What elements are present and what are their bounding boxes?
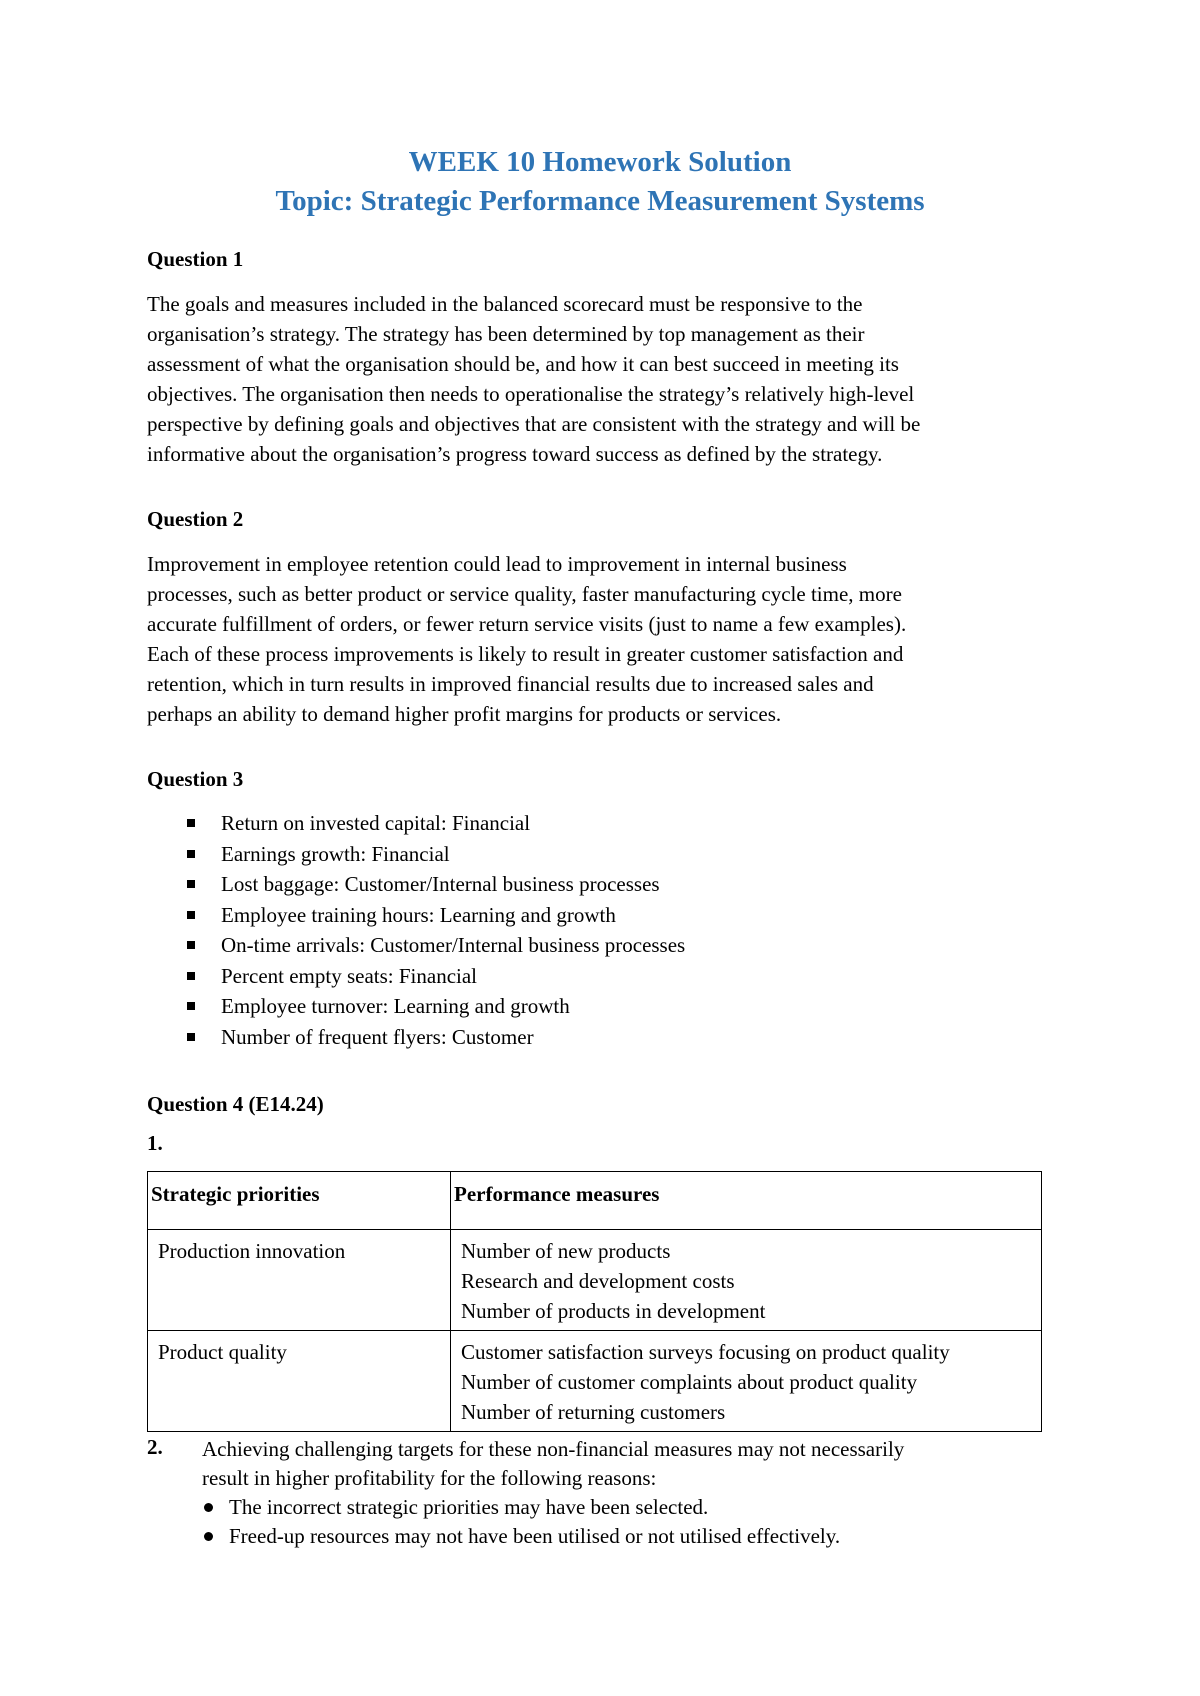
table-row [148,1331,1042,1432]
list-item: Employee training hours: Learning and growth [147,900,685,931]
part-2-label: 2. [147,1435,163,1459]
list-item: Lost baggage: Customer/Internal business processes [147,869,685,900]
measure-line: Customer satisfaction surveys focusing on product quality [461,1340,950,1364]
text-line: Improvement in employee retention could lead to improvement in internal business [147,552,847,576]
measure-line: Number of returning customers [461,1400,726,1424]
text-line: perspective by defining goals and objectives that are consistent with the strategy and will be [147,412,921,436]
text-line: accurate fulfillment of orders, or fewer return service visits (just to name a few examples). [147,612,907,636]
measure-line: Number of new products [461,1239,671,1263]
question-4-heading: Question 4 (E14.24) [147,1092,324,1116]
text-line: organisation’s strategy. The strategy has been determined by top management as their [147,322,865,346]
measures-cell [451,1230,1042,1331]
question-3-list [147,808,685,1052]
text-line: result in higher profitability for the following reasons: [202,1466,657,1490]
square-bullet-icon [187,880,195,888]
measure-line: Number of customer complaints about product quality [461,1370,918,1394]
question-3-heading: Question 3 [147,767,244,791]
list-item: Percent empty seats: Financial [147,961,685,992]
document-topic: Topic: Strategic Performance Measurement Systems [275,185,925,217]
round-bullet-icon [204,1503,213,1512]
text-line: Each of these process improvements is likely to result in greater customer satisfaction and [147,642,904,666]
table-row [148,1230,1042,1331]
text-line: assessment of what the organisation should be, and how it can best succeed in meeting its [147,352,899,376]
text-line: perhaps an ability to demand higher profit margins for products or services. [147,702,782,726]
table-header-row [148,1172,1042,1230]
square-bullet-icon [187,911,195,919]
square-bullet-icon [187,1002,195,1010]
question-2-answer [147,549,1057,729]
column-header-priorities: Strategic priorities [148,1172,451,1230]
list-item: The incorrect strategic priorities may have been selected. [202,1493,1062,1522]
text-line: The goals and measures included in the balanced scorecard must be responsive to the [147,292,863,316]
list-item: On-time arrivals: Customer/Internal business processes [147,930,685,961]
list-item: Number of frequent flyers: Customer [147,1022,685,1053]
text-line: retention, which in turn results in improved financial results due to increased sales and [147,672,874,696]
priority-cell: Product quality [148,1331,451,1432]
text-line: objectives. The organisation then needs to operationalise the strategy’s relatively high-level [147,382,915,406]
round-bullet-icon [204,1532,213,1541]
document-title: WEEK 10 Homework Solution [408,146,792,178]
text-line: informative about the organisation’s progress toward success as defined by the strategy. [147,442,883,466]
list-item: Earnings growth: Financial [147,839,685,870]
part-2-text [202,1435,1062,1551]
square-bullet-icon [187,941,195,949]
measure-line: Research and development costs [461,1269,735,1293]
text-line: Achieving challenging targets for these non-financial measures may not necessarily [202,1437,905,1461]
square-bullet-icon [187,850,195,858]
part-1-label: 1. [147,1131,163,1155]
square-bullet-icon [187,819,195,827]
question-1-heading: Question 1 [147,247,244,271]
column-header-measures: Performance measures [451,1172,1042,1230]
list-item: Employee turnover: Learning and growth [147,991,685,1022]
priority-cell: Production innovation [148,1230,451,1331]
question-1-answer [147,289,1057,469]
priorities-measures-table [147,1171,1042,1432]
square-bullet-icon [187,1033,195,1041]
text-line: processes, such as better product or service quality, faster manufacturing cycle time, more [147,582,902,606]
list-item: Return on invested capital: Financial [147,808,685,839]
question-2-heading: Question 2 [147,507,244,531]
square-bullet-icon [187,972,195,980]
measure-line: Number of products in development [461,1299,766,1323]
list-item: Freed-up resources may not have been utilised or not utilised effectively. [202,1522,1062,1551]
measures-cell [451,1331,1042,1432]
